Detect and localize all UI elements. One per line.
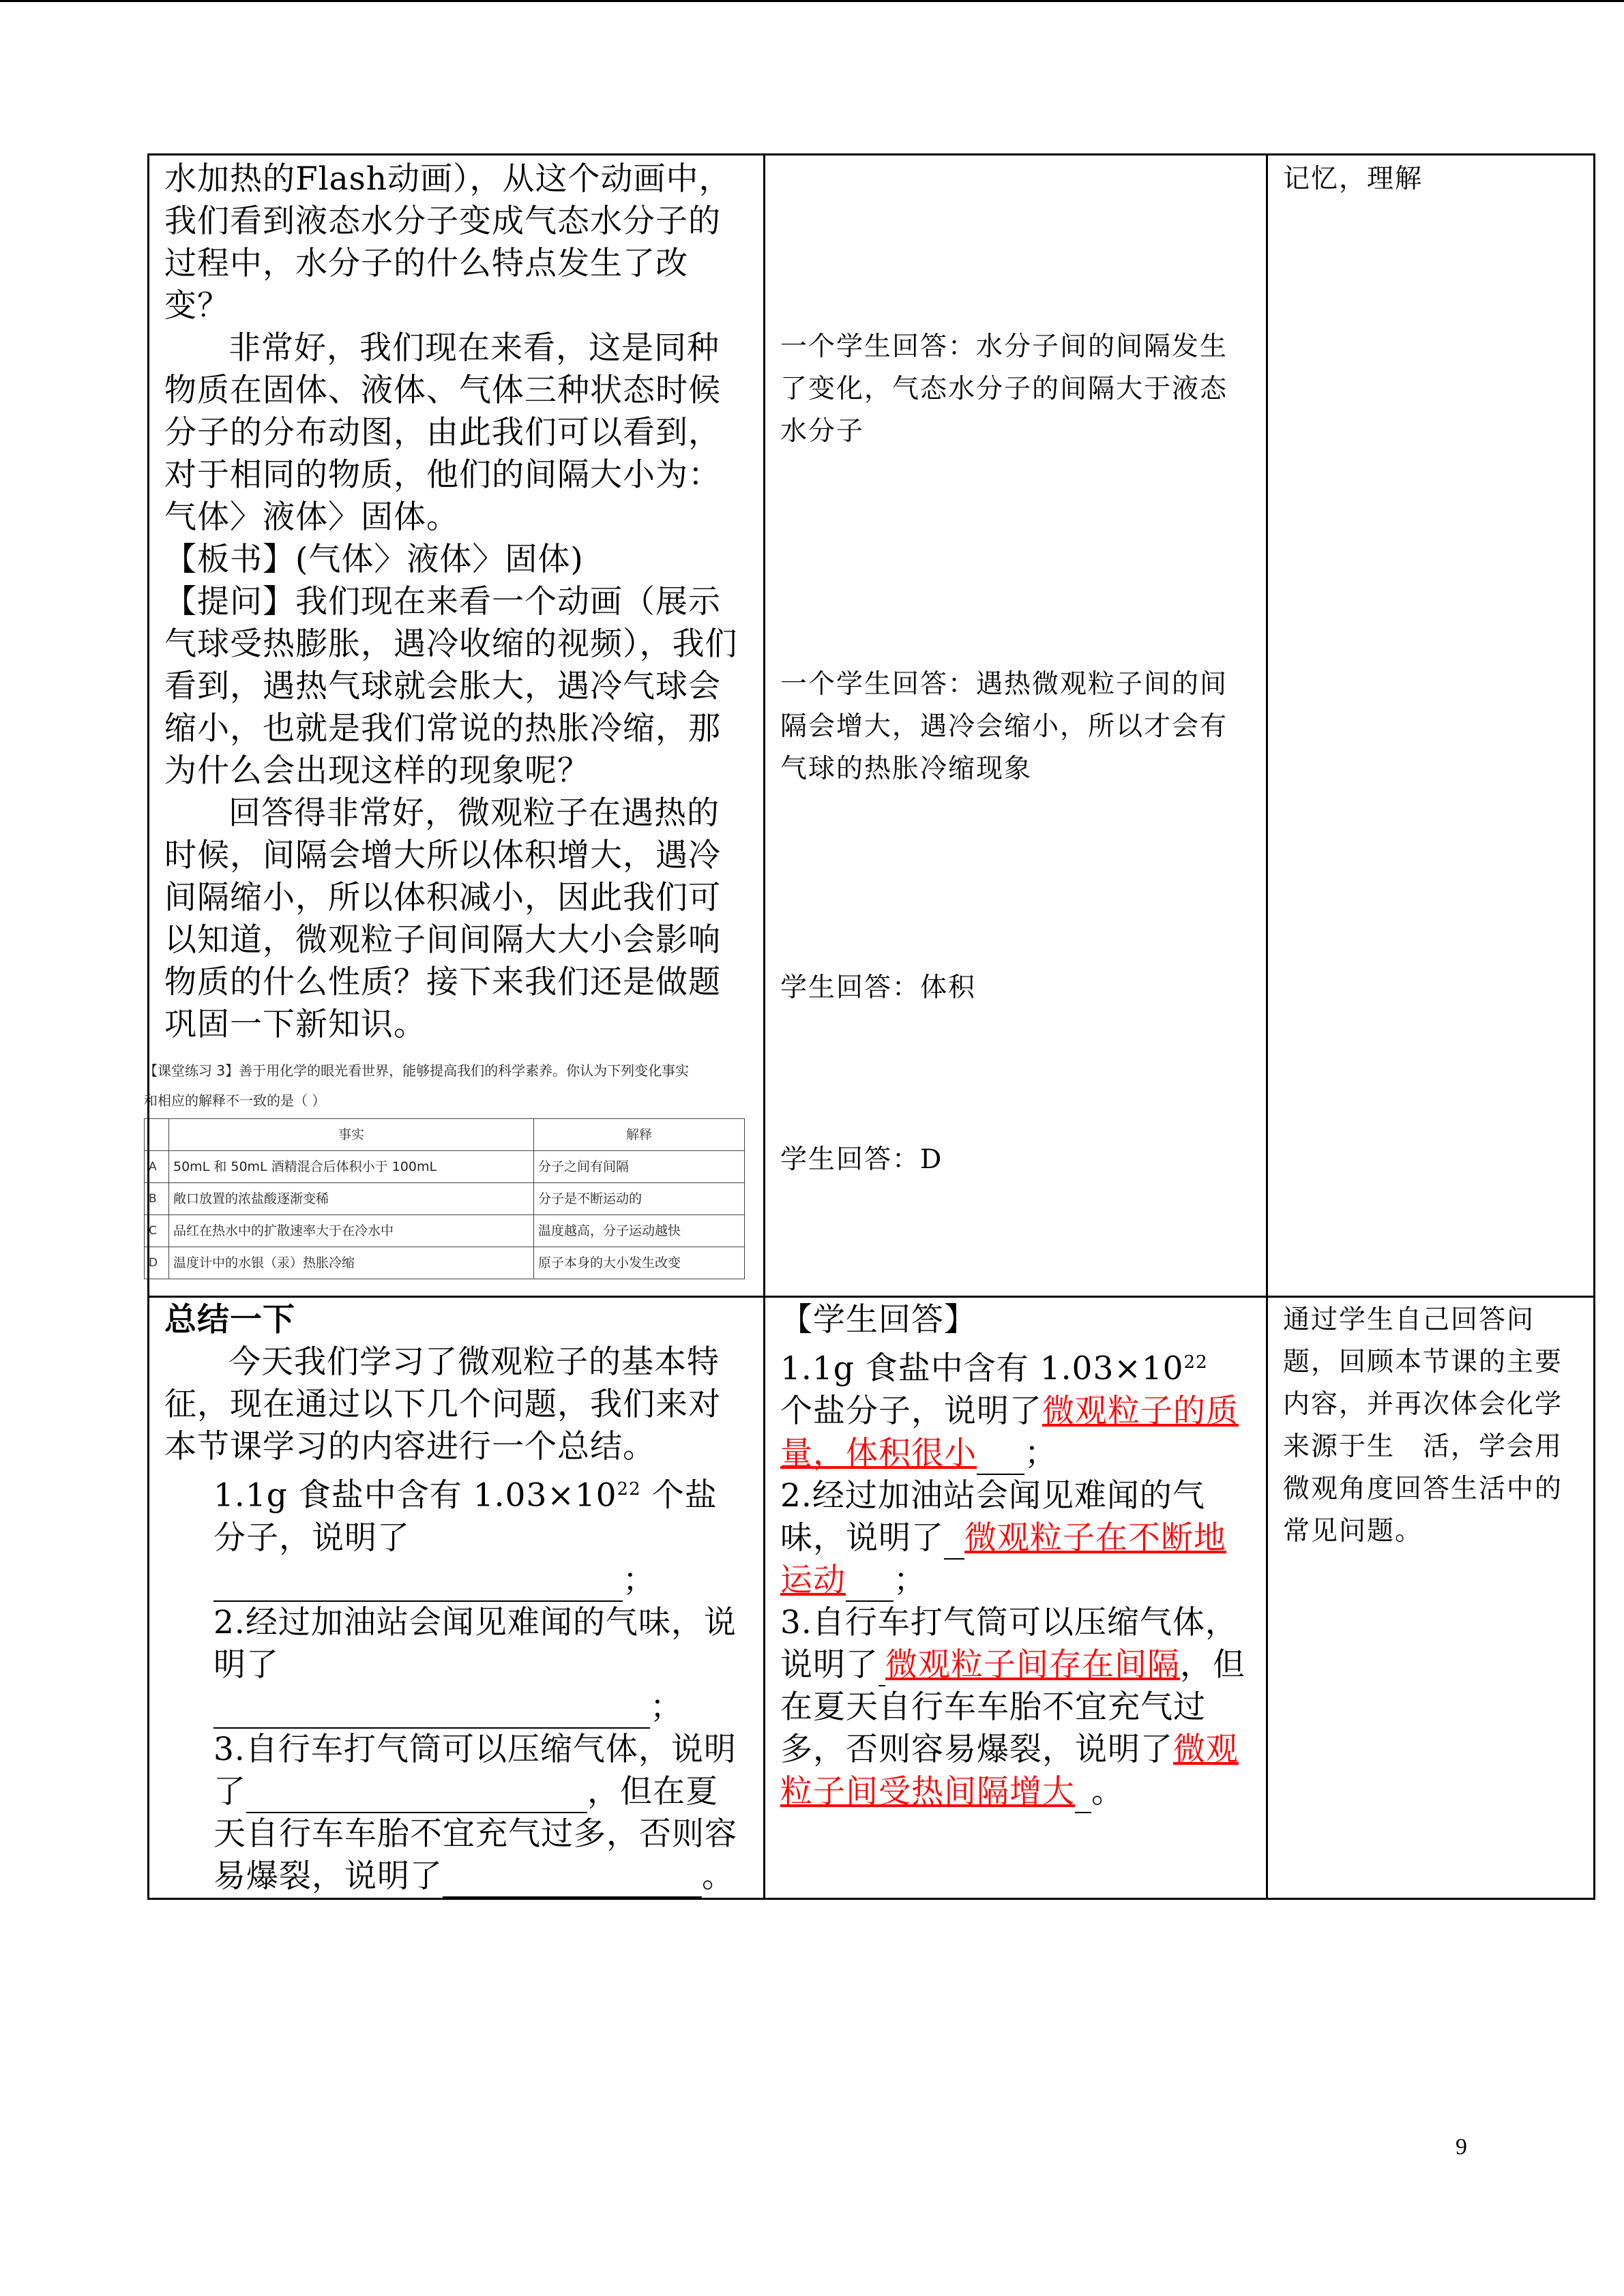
answer-blank[interactable] <box>213 1695 650 1729</box>
student-activity-cell <box>765 1297 1267 1899</box>
summary-answer: 3.自行车打气筒可以压缩气体，说明了 微观粒子间存在间隔，但在夏天自行车车胎不宜充气过多，否则容易爆裂，说明了微观粒子间受热间隔增大 。 <box>780 1602 1250 1813</box>
option-fact: 温度计中的水银（汞）热胀冷缩 <box>169 1247 534 1279</box>
table-row <box>149 155 1595 1297</box>
answer-line: 一个学生回答：水分子间的间隔发生 <box>780 331 1228 362</box>
option-letter: B <box>145 1183 169 1215</box>
exercise-row <box>145 1183 745 1215</box>
teacher-question: 【提问】我们现在来看一个动画（展示气球受热膨胀，遇冷收缩的视频），我们看到，遇热气球就会胀大，遇冷气球会缩小，也就是我们常说的热胀冷缩，那为什么会出现这样的现象呢？ <box>164 583 738 790</box>
exercise-header-row <box>145 1119 745 1151</box>
exercise-header-cell <box>145 1119 169 1151</box>
teacher-paragraph: 今天我们学习了微观粒子的基本特征，现在通过以下几个问题，我们来对本节课学习的内容进行一个总结。 <box>164 1343 721 1465</box>
teacher-activity-cell <box>149 1297 765 1899</box>
exercise-header-cell: 事实 <box>169 1119 534 1151</box>
summary-answer: 2.经过加油站会闻见难闻的气味，说明了 微观粒子在不断地运动 ； <box>780 1475 1250 1602</box>
option-explanation: 温度越高，分子运动越快 <box>534 1215 745 1247</box>
option-letter: D <box>145 1247 169 1279</box>
page-top-border <box>0 0 1624 2</box>
exercise-row <box>145 1215 745 1247</box>
option-explanation: 分子是不断运动的 <box>534 1183 745 1215</box>
answer-blank <box>879 1652 885 1686</box>
answer-line: 气球的热胀冷缩现象 <box>780 754 1033 784</box>
page-number: 9 <box>1456 2134 1467 2160</box>
answer-line: 隔会增大，遇冷会缩小，所以才会有 <box>780 711 1228 742</box>
board-note: 【板书】(气体〉液体〉固体) <box>164 541 584 578</box>
red-answer: 微观粒子间受热间隔增大 <box>780 1730 1239 1810</box>
red-answer: 微观粒子间存在间隔 <box>885 1645 1180 1684</box>
design-intent-cell <box>1267 1297 1595 1899</box>
summary-question: 2.经过加油站会闻见难闻的气味，说明了 ； <box>213 1602 744 1729</box>
answer-blank <box>944 1525 964 1560</box>
exercise-header-cell: 解释 <box>534 1119 745 1151</box>
lesson-plan-table <box>144 153 1595 1900</box>
red-answer: 微观粒子的质量，体积很小 <box>780 1392 1239 1472</box>
option-explanation: 分子之间有间隔 <box>534 1151 745 1183</box>
option-fact: 50mL 和 50mL 酒精混合后体积小于 100mL <box>169 1151 534 1183</box>
student-answer: 学生回答：体积 <box>780 972 977 1003</box>
student-activity-cell <box>765 155 1267 1297</box>
answer-blank <box>1075 1779 1091 1813</box>
summary-question: 1.1g 食盐中含有 $1.03\times 10^{22}$ 个盐分子，说明了 ； <box>213 1468 744 1602</box>
answer-blank <box>977 1441 1024 1475</box>
summary-answer: 1.1g 食盐中含有 $1.03\times 10^{22}$ 个盐分子，说明了微观粒子的质量，体积很小 ； <box>780 1341 1250 1475</box>
answer-line: 水分子 <box>780 416 865 447</box>
summary-question: 3.自行车打气筒可以压缩气体，说明了 ，但在夏天自行车车胎不宜充气过多，否则容易爆裂，说明了 。 <box>213 1729 744 1898</box>
section-heading: 总结一下 <box>164 1301 295 1339</box>
exercise-table <box>144 1118 745 1279</box>
design-intent-cell <box>1267 155 1595 1297</box>
exercise-prompt: 【课堂练习 3】善于用化学的眼光看世界，能够提高我们的科学素养。你认为下列变化事实 <box>144 1062 690 1079</box>
design-intent-text: 通过学生自己回答问题，回顾本节课的主要内容，并再次体会化学来源于生 活，学会用微观角度回答生活中的常见问题。 <box>1283 1304 1563 1547</box>
design-intent-text: 记忆，理解 <box>1283 164 1423 194</box>
exercise-row <box>145 1247 745 1279</box>
student-answer <box>780 326 1228 453</box>
teacher-paragraph: 非常好，我们现在来看，这是同种物质在固体、液体、气体三种状态时候分子的分布动图，由此我们可以看到，对于相同的物质，他们的间隔大小为：气体〉液体〉固体。 <box>164 329 721 536</box>
exercise-row <box>145 1151 745 1183</box>
answer-line: 一个学生回答：遇热微观粒子间的间 <box>780 669 1228 700</box>
option-letter: A <box>145 1151 169 1183</box>
student-answer-heading: 【学生回答】 <box>780 1301 977 1339</box>
answer-blank[interactable] <box>443 1864 702 1898</box>
option-fact: 品红在热水中的扩散速率大于在冷水中 <box>169 1215 534 1247</box>
student-answer: 学生回答：D <box>780 1144 943 1175</box>
answer-line: 了变化，气态水分子的间隔大于液态 <box>780 374 1228 404</box>
answer-blank[interactable] <box>213 1568 623 1602</box>
option-fact: 敞口放置的浓盐酸逐渐变稀 <box>169 1183 534 1215</box>
table-row <box>149 1297 1595 1899</box>
teacher-paragraph: 水加热的Flash动画），从这个动画中，我们看到液态水分子变成气态水分子的过程中，水分子的什么特点发生了改变？ <box>164 160 732 325</box>
red-answer: 微观粒子在不断地运动 <box>780 1519 1226 1599</box>
answer-blank[interactable] <box>246 1779 587 1813</box>
exercise-prompt: 和相应的解释不一致的是（ ） <box>144 1092 326 1109</box>
option-explanation: 原子本身的大小发生改变 <box>534 1247 745 1279</box>
exercise-image <box>144 1056 744 1279</box>
student-answer <box>780 664 1228 790</box>
answer-blank <box>846 1568 894 1602</box>
option-letter: C <box>145 1215 169 1247</box>
teacher-paragraph: 回答得非常好，微观粒子在遇热的时候，间隔会增大所以体积增大，遇冷间隔缩小，所以体积减小，因此我们可以知道，微观粒子间间隔大大小会影响物质的什么性质？接下来我们还是做题巩固一下新知识。 <box>164 794 721 1043</box>
teacher-activity-cell <box>144 155 765 1297</box>
